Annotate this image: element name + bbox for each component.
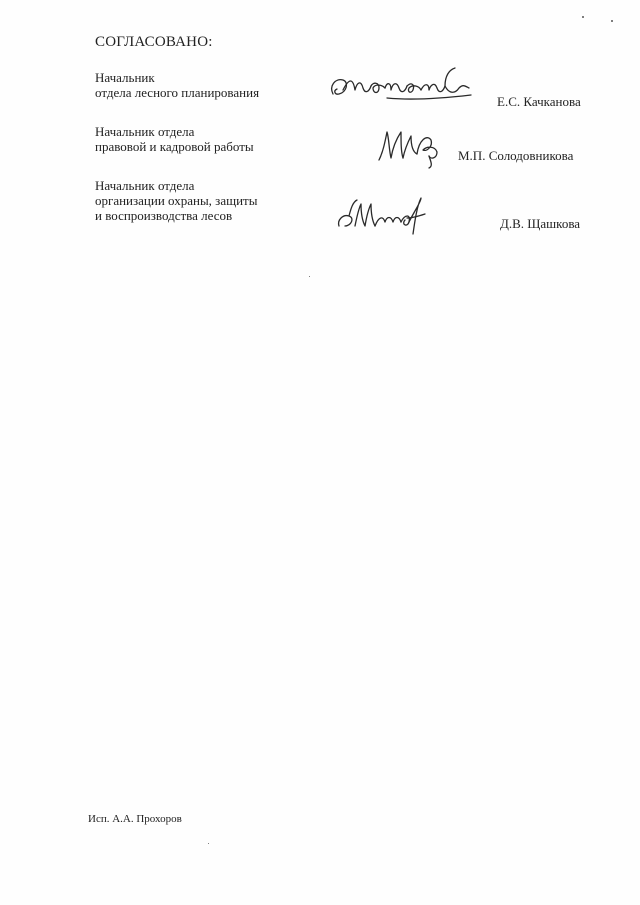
scan-speck	[309, 276, 310, 277]
position-line: Начальник	[95, 70, 155, 85]
approval-heading: СОГЛАСОВАНО:	[95, 34, 213, 50]
signatory-name: Е.С. Качканова	[497, 94, 581, 109]
position-line: Начальник отдела	[95, 178, 195, 193]
signatory-name: Д.В. Щашкова	[500, 216, 581, 231]
scan-speck	[208, 843, 209, 844]
position-line: организации охраны, защиты	[95, 193, 258, 208]
executor-note: Исп. А.А. Прохоров	[88, 813, 182, 825]
position-line: правовой и кадровой работы	[95, 139, 254, 154]
scan-speck	[611, 20, 613, 22]
position-line: и воспроизводства лесов	[95, 208, 233, 223]
scan-speck	[582, 16, 584, 18]
handwritten-signature	[335, 192, 427, 238]
signatory-name: М.П. Солодовникова	[458, 148, 574, 163]
position-line: Начальник отдела	[95, 124, 195, 139]
position-line: отдела лесного планирования	[95, 85, 260, 100]
handwritten-signature	[375, 122, 445, 168]
approval-row	[95, 124, 615, 164]
handwritten-signature	[327, 64, 477, 110]
approval-row	[95, 178, 615, 234]
approval-row	[95, 70, 615, 110]
